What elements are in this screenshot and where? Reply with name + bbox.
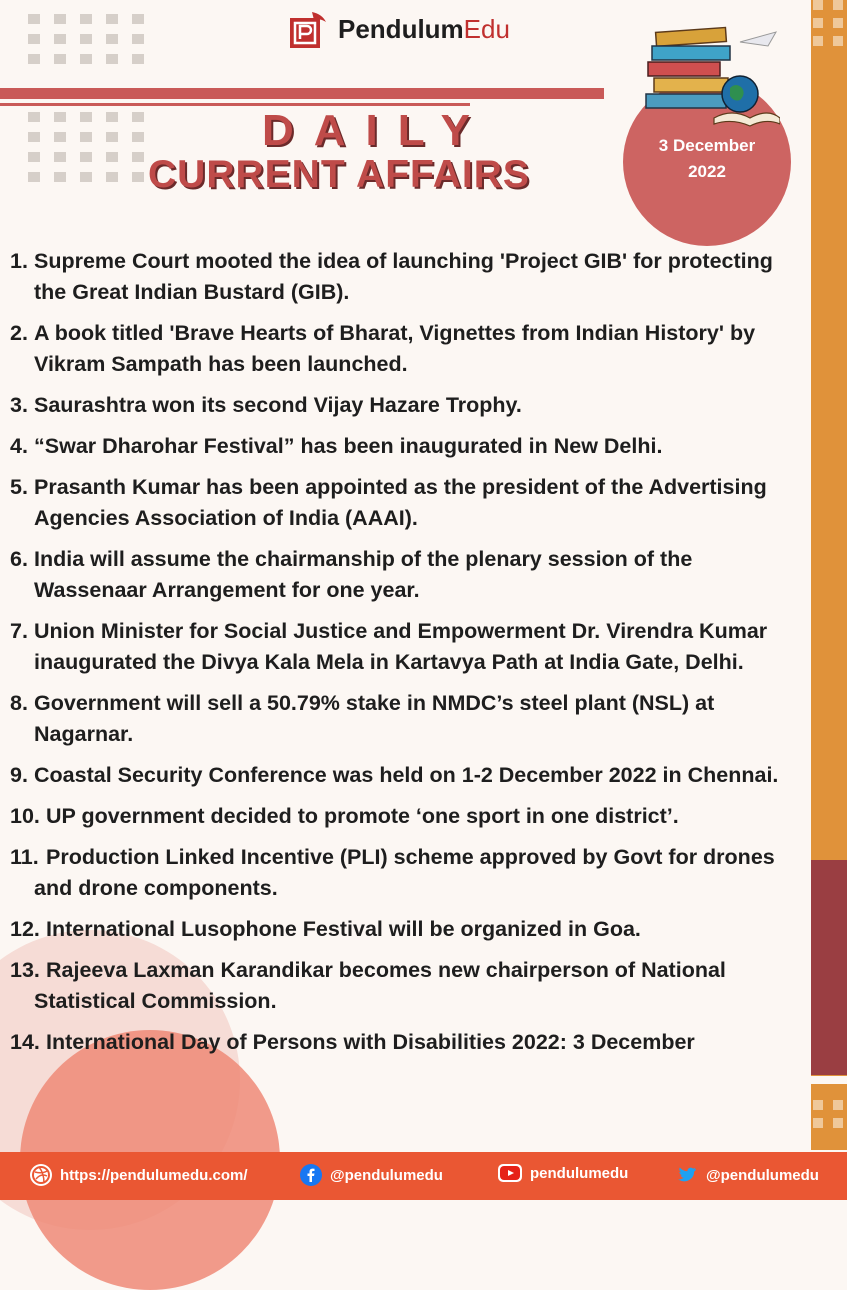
footer-website-link[interactable] [30,1164,248,1186]
date-line-2: 2022 [688,162,726,181]
footer-bar [0,1152,847,1200]
date-line-1: 3 December [658,136,756,155]
footer-facebook-link[interactable] [300,1164,443,1186]
facebook-icon [300,1164,322,1186]
news-item-9: 9. Coastal Security Conference was held on 1-2 December 2022 in Chennai. [10,763,779,787]
news-item-14: 14. International Day of Persons with Disabilities 2022: 3 December [10,1030,695,1054]
right-dots [813,0,843,46]
pendulum-logo-icon [288,8,330,50]
right-dark-band [811,860,847,1075]
news-item-7: 7. Union Minister for Social Justice and Empowerment Dr. Virendra Kumar inaugurated the Divya Kala Mela in Kartavya Path at India Gate, Delhi. [10,619,768,674]
footer-twitter-text: @pendulumedu [706,1166,819,1184]
footer-youtube-link[interactable] [498,1164,628,1182]
news-item-5: 5. Prasanth Kumar has been appointed as the president of the Advertising Agencies Association of India (AAAI). [10,475,767,530]
news-item-2: 2. A book titled 'Brave Hearts of Bharat, Vignettes from Indian History' by Vikram Sampath has been launched. [10,321,756,376]
footer-twitter-link[interactable] [676,1164,819,1186]
news-item-13: 13. Rajeeva Laxman Karandikar becomes new chairperson of National Statistical Commission. [10,958,726,1013]
news-item-6: 6. India will assume the chairmanship of the plenary session of the Wassenaar Arrangement for one year. [10,547,693,602]
news-item-12: 12. International Lusophone Festival will be organized in Goa. [10,917,641,941]
brand-logo[interactable] [288,8,510,50]
news-item-4: 4. “Swar Dharohar Festival” has been inaugurated in New Delhi. [10,434,663,458]
title-daily: DAILY [262,106,490,155]
decorative-dots-middle [28,112,144,182]
brand-name-suffix: Edu [463,13,510,44]
decorative-dots-top [28,14,144,64]
news-item-1: 1. Supreme Court mooted the idea of launching 'Project GIB' for protecting the Great Indian Bustard (GIB). [10,249,773,304]
news-item-3: 3. Saurashtra won its second Vijay Hazare Trophy. [10,393,522,417]
footer-youtube-text: pendulumedu [530,1164,629,1182]
title-current-affairs: CURRENT AFFAIRS [148,153,530,196]
footer-facebook-text: @pendulumedu [330,1166,443,1184]
brand-name-main: Pendulum [338,13,464,44]
news-item-10: 10. UP government decided to promote ‘one sport in one district’. [10,804,679,828]
news-list [12,246,792,1058]
news-item-11: 11. Production Linked Incentive (PLI) scheme approved by Govt for drones and drone components. [10,845,775,900]
right-dots-bottom [813,1100,843,1128]
youtube-icon [498,1164,522,1182]
news-item-8: 8. Government will sell a 50.79% stake in NMDC’s steel plant (NSL) at Nagarnar. [10,691,715,746]
dribbble-globe-icon [30,1164,52,1186]
brand-name [338,14,510,45]
right-accent-strip [811,0,847,1150]
header-rule [0,88,604,99]
books-globe-illustration-icon [640,20,780,140]
footer-website-text: https://pendulumedu.com/ [60,1166,248,1184]
twitter-icon [676,1164,698,1186]
